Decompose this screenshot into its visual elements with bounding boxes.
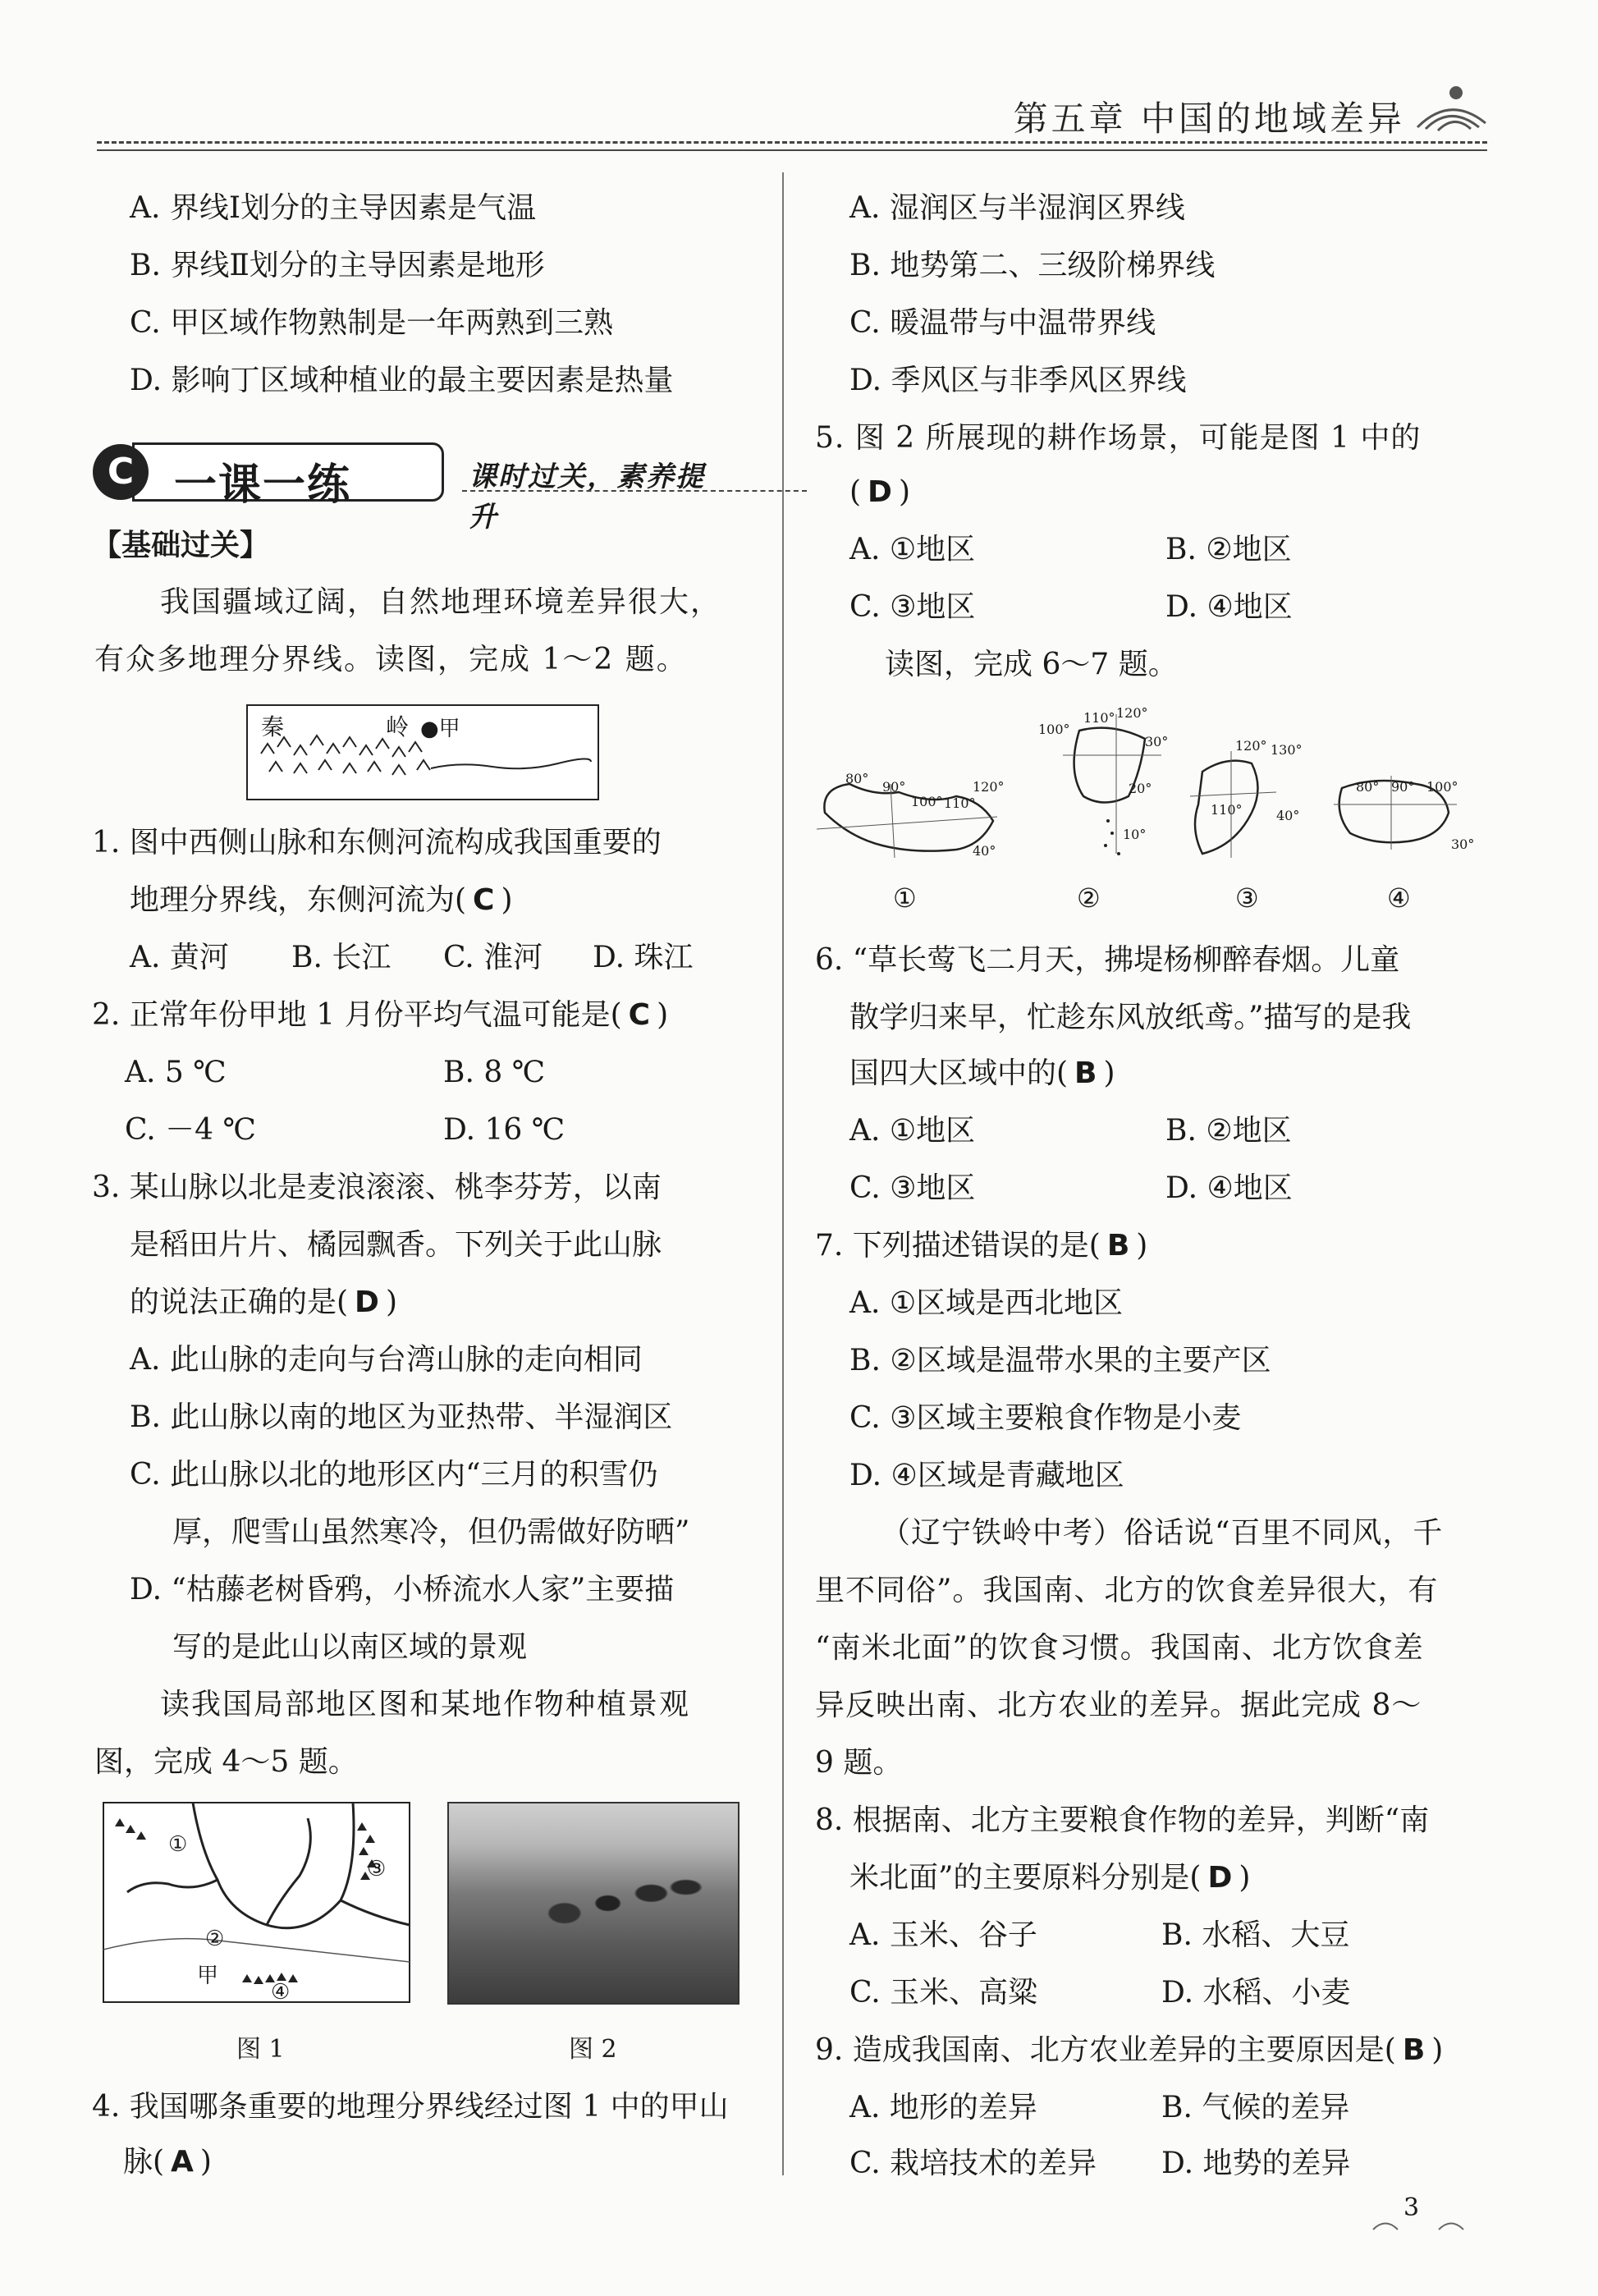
q3-option-d-cont: 写的是此山以南区域的景观 bbox=[172, 1630, 528, 1664]
fig1-mark-2: ② bbox=[205, 1927, 225, 1951]
q9-option-d: D. 地势的差异 bbox=[1161, 2147, 1351, 2180]
q4-option-d: D. 季风区与非季风区界线 bbox=[849, 364, 1187, 397]
intro4-line1: （辽宁铁岭中考）俗话说“百里不同风，千 bbox=[881, 1516, 1444, 1550]
q2-option-d: D. 16 ℃ bbox=[443, 1113, 565, 1147]
q3-option-c-cont: 厚，爬雪山虽然寒冷，但仍需做好防晒” bbox=[172, 1515, 690, 1549]
q4-line1: 4. 我国哪条重要的地理分界线经过图 1 中的甲山 bbox=[92, 2090, 729, 2124]
m1-lat40: 40° bbox=[973, 843, 996, 859]
q6-option-b: B. ②地区 bbox=[1165, 1114, 1292, 1148]
q3-line1: 3. 某山脉以北是麦浪滚滚、桃李芬芳，以南 bbox=[92, 1171, 662, 1204]
q1-answer: C bbox=[473, 883, 495, 917]
m4-lon80: 80° bbox=[1356, 779, 1380, 795]
q2-line1: 2. 正常年份甲地 1 月份平均气温可能是( C ) bbox=[92, 998, 669, 1032]
q3-option-c: C. 此山脉以北的地形区内“三月的积雪仍 bbox=[130, 1458, 658, 1492]
q2-option-b: B. 8 ℃ bbox=[443, 1056, 545, 1089]
chapter-title: 第五章 中国的地域差异 bbox=[1013, 99, 1405, 139]
q1-option-c: C. 淮河 bbox=[443, 941, 543, 974]
q8-option-b: B. 水稻、大豆 bbox=[1161, 1918, 1350, 1952]
fig1-caption: 图 1 bbox=[236, 2035, 285, 2064]
q6-line2: 散学归来早，忙趁东风放纸鸢。”描写的是我 bbox=[849, 1001, 1412, 1034]
q7-option-c: C. ③区域主要粮食作物是小麦 bbox=[849, 1401, 1242, 1435]
q3-line2: 是稻田片片、橘园飘香。下列关于此山脉 bbox=[130, 1228, 662, 1262]
map-label-1: ① bbox=[893, 882, 917, 914]
m2-lat10: 10° bbox=[1123, 827, 1147, 842]
q4-answer: A bbox=[171, 2145, 194, 2179]
intro1-line2: 有众多地理分界线。读图，完成 1～2 题。 bbox=[94, 643, 688, 676]
q4-option-b: B. 地势第二、三级阶梯界线 bbox=[849, 249, 1216, 282]
q7-answer: B bbox=[1106, 1229, 1130, 1263]
intro4-line5: 9 题。 bbox=[815, 1746, 903, 1780]
q8-line2: 米北面”的主要原料分别是( D ) bbox=[849, 1861, 1251, 1895]
map-label-2: ② bbox=[1077, 882, 1101, 914]
section-banner bbox=[93, 439, 717, 534]
q6-answer: B bbox=[1074, 1056, 1097, 1090]
m4-lat30: 30° bbox=[1451, 836, 1475, 852]
fig1-jia-label: 甲 bbox=[197, 1964, 219, 1988]
q6-option-a: A. ①地区 bbox=[849, 1114, 976, 1148]
q8-option-c: C. 玉米、高粱 bbox=[849, 1976, 1038, 2010]
map-label-4: ④ bbox=[1387, 882, 1411, 914]
m4-lon100: 100° bbox=[1426, 779, 1458, 795]
intro1-line1: 我国疆域辽阔，自然地理环境差异很大， bbox=[160, 585, 722, 619]
fig1-mark-3: ③ bbox=[367, 1857, 387, 1881]
q7-option-d: D. ④区域是青藏地区 bbox=[849, 1459, 1124, 1492]
q8-option-a: A. 玉米、谷子 bbox=[849, 1918, 1037, 1952]
q5-option-d: D. ④地区 bbox=[1165, 590, 1293, 624]
m4-lon90: 90° bbox=[1391, 779, 1415, 795]
q5-answer: D bbox=[868, 475, 892, 509]
q3-option-a: A. 此山脉的走向与台湾山脉的走向相同 bbox=[130, 1343, 643, 1377]
q6-option-d: D. ④地区 bbox=[1165, 1171, 1293, 1205]
m3-lon130: 130° bbox=[1271, 742, 1303, 758]
m2-lat20: 20° bbox=[1129, 781, 1152, 796]
option-c: C. 甲区域作物熟制是一年两熟到三熟 bbox=[130, 306, 614, 340]
q7-option-b: B. ②区域是温带水果的主要产区 bbox=[849, 1344, 1271, 1377]
q9-line1: 9. 造成我国南、北方农业差异的主要原因是( B ) bbox=[815, 2033, 1444, 2067]
header-ornament-icon bbox=[1413, 78, 1487, 135]
section-subtitle: 课时过关，素养提升 bbox=[469, 461, 705, 534]
q1-option-a: A. 黄河 bbox=[130, 941, 229, 974]
q1-option-b: B. 长江 bbox=[291, 941, 391, 974]
section-underline bbox=[462, 490, 807, 492]
m1-lon110: 110° bbox=[944, 795, 976, 811]
m1-lon100: 100° bbox=[911, 794, 943, 809]
option-b: B. 界线Ⅱ划分的主导因素是地形 bbox=[130, 249, 545, 282]
q3-answer: D bbox=[355, 1285, 379, 1319]
intro2-line2: 图，完成 4～5 题。 bbox=[94, 1745, 358, 1779]
section-title: 一课一练 bbox=[174, 460, 352, 510]
fig1-mark-4: ④ bbox=[271, 1980, 291, 2005]
m2-lat30: 30° bbox=[1145, 734, 1169, 749]
fig-qin-label: 秦 bbox=[261, 713, 285, 740]
q2-option-a: A. 5 ℃ bbox=[125, 1056, 227, 1089]
header-solid-rule bbox=[97, 149, 1487, 151]
page-number: 3 bbox=[1403, 2193, 1420, 2222]
q1-option-d: D. 珠江 bbox=[593, 941, 694, 974]
fig2-caption: 图 2 bbox=[569, 2035, 617, 2064]
intro3: 读图，完成 6～7 题。 bbox=[885, 648, 1178, 681]
q2-option-c: C. －4 ℃ bbox=[125, 1113, 256, 1147]
map-label-3: ③ bbox=[1235, 882, 1259, 914]
q4-line2: 脉( A ) bbox=[123, 2145, 212, 2179]
section-title-box bbox=[132, 442, 444, 510]
column-divider bbox=[782, 172, 784, 2175]
m2-lon120: 120° bbox=[1116, 705, 1148, 721]
q7-line1: 7. 下列描述错误的是( B ) bbox=[815, 1229, 1148, 1263]
q1-line1: 1. 图中西侧山脉和东侧河流构成我国重要的 bbox=[92, 826, 662, 859]
option-a: A. 界线Ⅰ划分的主导因素是气温 bbox=[130, 191, 537, 225]
q3-option-b: B. 此山脉以南的地区为亚热带、半湿润区 bbox=[130, 1400, 673, 1434]
q6-line3: 国四大区域中的( B ) bbox=[849, 1056, 1115, 1090]
intro4-line2: 里不同俗”。我国南、北方的饮食差异很大，有 bbox=[815, 1574, 1439, 1607]
figure2-photo bbox=[447, 1802, 739, 2005]
header-dashed-rule bbox=[97, 141, 1487, 144]
q5-option-b: B. ②地区 bbox=[1165, 533, 1292, 566]
q5-option-a: A. ①地区 bbox=[849, 533, 976, 566]
q7-option-a: A. ①区域是西北地区 bbox=[849, 1286, 1124, 1320]
q5-line2: ( D ) bbox=[849, 475, 910, 509]
q9-option-b: B. 气候的差异 bbox=[1161, 2091, 1350, 2124]
fig-jia-point: ●甲 bbox=[420, 717, 460, 741]
q6-option-c: C. ③地区 bbox=[849, 1171, 976, 1205]
m3-lat40: 40° bbox=[1276, 808, 1300, 823]
figure1-map bbox=[103, 1802, 410, 2003]
q3-option-d: D. “枯藤老树昏鸦，小桥流水人家”主要描 bbox=[130, 1573, 675, 1606]
q4-option-c: C. 暖温带与中温带界线 bbox=[849, 306, 1156, 340]
q1-line2: 地理分界线，东侧河流为( C ) bbox=[130, 883, 513, 917]
m1-lon90: 90° bbox=[882, 779, 906, 795]
m3-lon120: 120° bbox=[1235, 738, 1267, 754]
m1-lon80: 80° bbox=[845, 771, 869, 786]
q5-option-c: C. ③地区 bbox=[849, 590, 976, 624]
basic-heading: 【基础过关】 bbox=[92, 528, 270, 562]
intro4-line4: 异反映出南、北方农业的差异。据此完成 8～ bbox=[815, 1689, 1422, 1722]
fig-ling-label: 岭 bbox=[386, 713, 410, 740]
q9-option-a: A. 地形的差异 bbox=[849, 2091, 1037, 2124]
intro4-line3: “南米北面”的饮食习惯。我国南、北方饮食差 bbox=[815, 1631, 1424, 1665]
q4-option-a: A. 湿润区与半湿润区界线 bbox=[849, 191, 1185, 225]
option-d: D. 影响丁区域种植业的最主要因素是热量 bbox=[130, 364, 674, 397]
q2-answer: C bbox=[628, 998, 651, 1032]
q9-answer: B bbox=[1402, 2033, 1426, 2067]
m2-lon110: 110° bbox=[1083, 710, 1115, 726]
q5-line1: 5. 图 2 所展现的耕作场景，可能是图 1 中的 bbox=[815, 421, 1422, 455]
fig1-mark-1: ① bbox=[168, 1832, 188, 1857]
q8-answer: D bbox=[1207, 1861, 1233, 1895]
intro2-line1: 读我国局部地区图和某地作物种植景观 bbox=[160, 1688, 691, 1721]
q9-option-c: C. 栽培技术的差异 bbox=[849, 2147, 1097, 2180]
q3-line3: 的说法正确的是( D ) bbox=[130, 1285, 397, 1319]
m2-lon100: 100° bbox=[1038, 722, 1070, 737]
q8-option-d: D. 水稻、小麦 bbox=[1161, 1976, 1351, 2010]
q6-line1: 6. “草长莺飞二月天，拂堤杨柳醉春烟。儿童 bbox=[815, 943, 1400, 977]
section-letter: C bbox=[93, 444, 149, 500]
m3-lon110: 110° bbox=[1211, 802, 1243, 818]
q8-line1: 8. 根据南、北方主要粮食作物的差异，判断“南 bbox=[815, 1803, 1430, 1837]
m1-lon120: 120° bbox=[973, 779, 1005, 795]
